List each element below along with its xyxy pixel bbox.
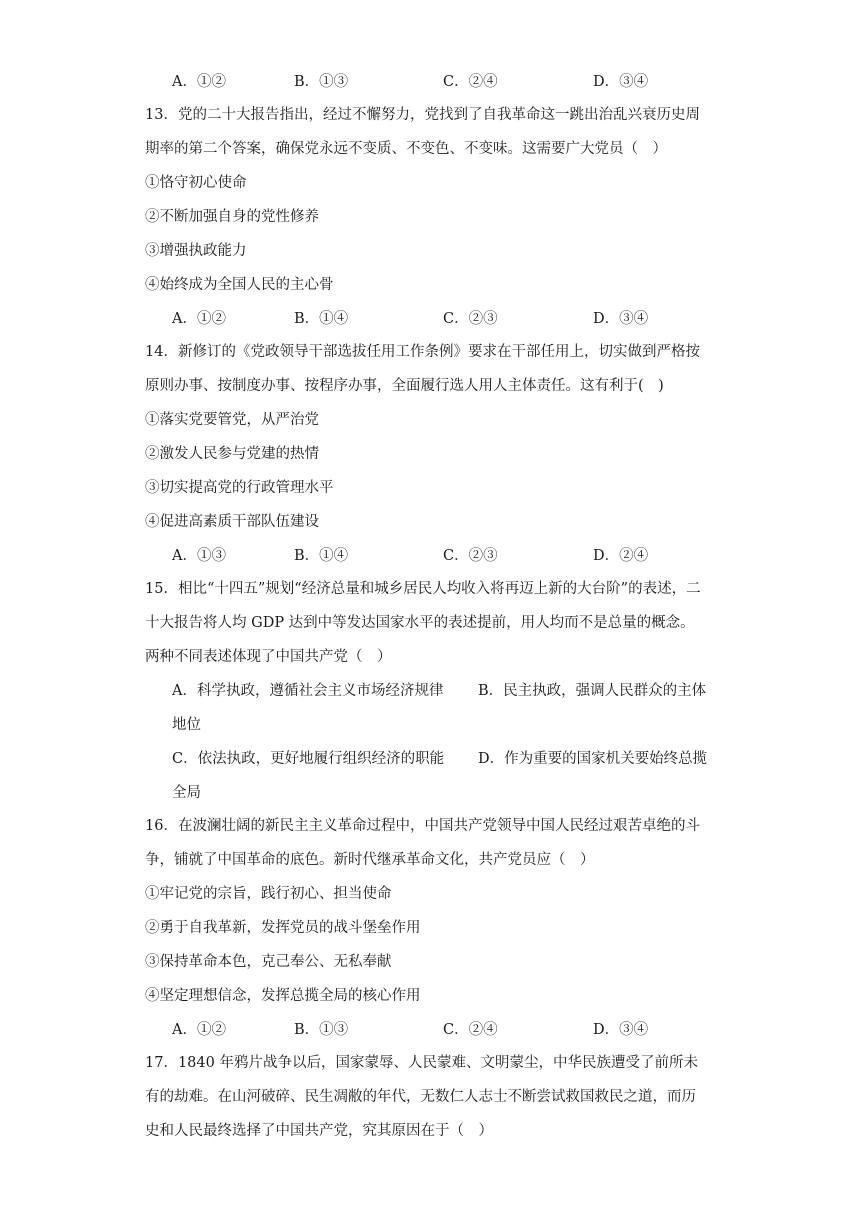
q13-item-4: ④始终成为全国人民的主心骨 xyxy=(145,277,334,293)
option-c: C．②③ xyxy=(443,311,498,327)
q16-stem-line-1: 16．在波澜壮阔的新民主主义革命过程中，中国共产党领导中国人民经过艰苦卓绝的斗 xyxy=(145,818,700,834)
option-c: C．②④ xyxy=(443,1022,498,1038)
q14-item-2: ②激发人民参与党建的热情 xyxy=(145,446,319,462)
q15-stem-line-2: 十大报告将人均 GDP 达到中等发达国家水平的表述提前，用人均而不是总量的概念。 xyxy=(145,615,695,631)
option-b: B．①③ xyxy=(294,74,349,90)
q14-stem-line-2: 原则办事、按制度办事、按程序办事，全面履行选人用人主体责任。这有利于( ) xyxy=(145,378,664,394)
option-d: D．③④ xyxy=(593,74,649,90)
q13-item-1: ①恪守初心使命 xyxy=(145,175,247,191)
q14-options xyxy=(172,546,732,566)
option-a: A．①② xyxy=(172,74,226,90)
q16-options xyxy=(172,1020,732,1040)
q13-item-2: ②不断加强自身的党性修养 xyxy=(145,209,319,225)
q17-stem-line-3: 史和人民最终选择了中国共产党，究其原因在于（ ） xyxy=(145,1123,493,1139)
q15-option-d: D．作为重要的国家机关要始终总揽 xyxy=(478,751,708,767)
q14-item-3: ③切实提高党的行政管理水平 xyxy=(145,480,334,496)
q15-option-d-cont: 全局 xyxy=(172,785,201,801)
q15-option-c: C．依法执政，更好地履行组织经济的职能 xyxy=(172,751,445,767)
option-a: A．①② xyxy=(172,1022,226,1038)
option-d: D．②④ xyxy=(593,548,649,564)
q14-stem-line-1: 14．新修订的《党政领导干部选拔任用工作条例》要求在干部任用上，切实做到严格按 xyxy=(145,344,700,360)
q16-item-2: ②勇于自我革新，发挥党员的战斗堡垒作用 xyxy=(145,920,421,936)
q15-option-a: A．科学执政，遵循社会主义市场经济规律 xyxy=(172,683,444,699)
option-a: A．①② xyxy=(172,311,226,327)
option-b: B．①③ xyxy=(294,1022,349,1038)
q17-stem-line-2: 有的劫难。在山河破碎、民生凋敝的年代，无数仁人志士不断尝试救国救民之道，而历 xyxy=(145,1089,696,1105)
q16-stem-line-2: 争，铺就了中国革命的底色。新时代继承革命文化，共产党员应（ ） xyxy=(145,852,595,868)
prev-question-options xyxy=(172,72,732,92)
option-c: C．②③ xyxy=(443,548,498,564)
q15-stem-line-3: 两种不同表述体现了中国共产党（ ） xyxy=(145,649,392,665)
q16-item-4: ④坚定理想信念，发挥总揽全局的核心作用 xyxy=(145,988,421,1004)
option-b: B．①④ xyxy=(294,548,349,564)
option-d: D．③④ xyxy=(593,311,649,327)
option-c: C．②④ xyxy=(443,74,498,90)
q16-item-1: ①牢记党的宗旨，践行初心、担当使命 xyxy=(145,886,392,902)
option-d: D．③④ xyxy=(593,1022,649,1038)
q15-stem-line-1: 15．相比“十四五”规划“经济总量和城乡居民人均收入将再迈上新的大台阶”的表述，二 xyxy=(145,581,701,597)
option-b: B．①④ xyxy=(294,311,349,327)
q15-option-b-cont: 地位 xyxy=(172,717,201,733)
option-a: A．①③ xyxy=(172,548,226,564)
q14-item-1: ①落实党要管党，从严治党 xyxy=(145,412,319,428)
q15-option-b: B．民主执政，强调人民群众的主体 xyxy=(478,683,707,699)
q13-item-3: ③增强执政能力 xyxy=(145,243,247,259)
q13-options xyxy=(172,309,732,329)
q13-stem-line-2: 期率的第二个答案，确保党永远不变质、不变色、不变味。这需要广大党员（ ） xyxy=(145,141,667,157)
q16-item-3: ③保持革命本色，克己奉公、无私奉献 xyxy=(145,954,392,970)
q14-item-4: ④促进高素质干部队伍建设 xyxy=(145,514,319,530)
q13-stem-line-1: 13．党的二十大报告指出，经过不懈努力，党找到了自我革命这一跳出治乱兴衰历史周 xyxy=(145,107,700,123)
q17-stem-line-1: 17．1840 年鸦片战争以后，国家蒙辱、人民蒙难、文明蒙尘，中华民族遭受了前所未 xyxy=(145,1055,698,1071)
